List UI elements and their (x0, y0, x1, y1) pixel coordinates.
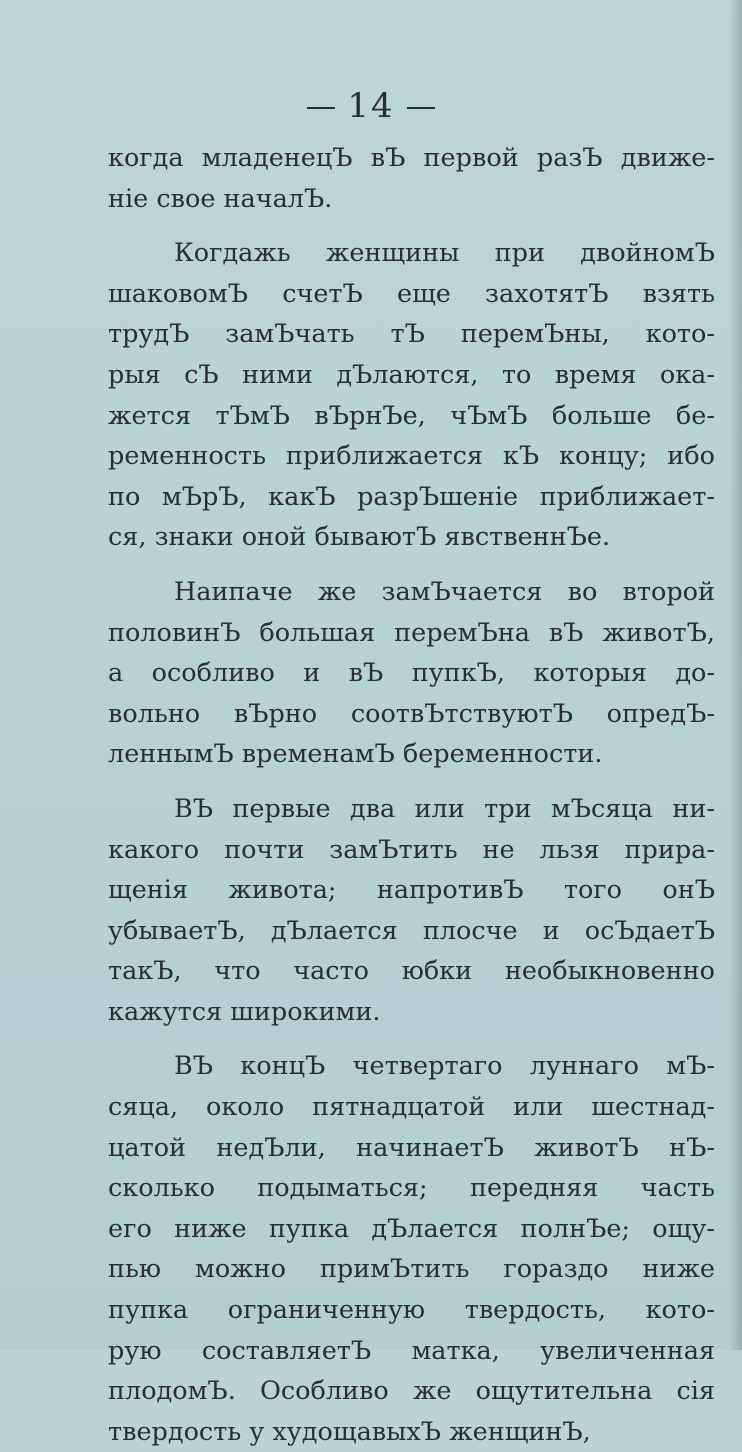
paragraph-gap (108, 775, 715, 789)
text-line: Когдажь женщины при двойномЪ (174, 238, 715, 269)
text-line: шаковомЪ счетЪ еще захотятЪ взять (108, 278, 715, 309)
text-line: вольно вЪрно соотвЪтствуютЪ опредЪ- (108, 698, 715, 729)
text-line: пупка ограниченную твердость, кото- (108, 1295, 715, 1326)
folio-dash-left (307, 107, 335, 109)
page-number (0, 86, 742, 126)
paragraph-gap (108, 558, 715, 572)
paragraph-gap (108, 1032, 715, 1046)
text-line: жется тЪмЪ вЪрнЪе, чЪмЪ больше бе- (108, 400, 715, 431)
text-line: рую составляетЪ матка, увеличенная (108, 1335, 715, 1366)
text-line: твердость у худощавыхЪ женщинЪ, (108, 1416, 591, 1447)
text-line: цатой недЪли, начинаетЪ животЪ нЪ- (108, 1132, 715, 1163)
folio-dash-right (407, 107, 435, 109)
text-line: половинЪ большая перемЪна вЪ животЪ, (108, 617, 715, 648)
text-line: по мЪрЪ, какЪ разрЪшенiе приближает- (108, 481, 715, 512)
text-line: ВЪ первые два или три мЪсяца ни- (174, 793, 715, 824)
text-line: ременность приближается кЪ концу; ибо (108, 441, 715, 472)
paragraph (108, 572, 715, 775)
body-text (108, 138, 715, 1452)
paragraph (108, 789, 715, 1033)
text-line: ВЪ концЪ четвертаго луннаго мЪ- (174, 1051, 715, 1082)
text-line: кажутся широкими. (108, 996, 381, 1027)
text-line: пью можно примЪтить гораздо ниже (108, 1254, 715, 1285)
text-line: какого почти замЪтить не льзя прира- (108, 834, 715, 865)
paragraph (108, 1046, 715, 1452)
paragraph-gap (108, 219, 715, 233)
text-line: когда младенецЪ вЪ первой разЪ движе- (108, 143, 715, 173)
text-line: плодомЪ. Особливо же ощутительна сiя (108, 1376, 715, 1407)
paragraph (108, 138, 715, 219)
text-line: нiе свое началЪ. (108, 183, 333, 214)
text-line: трудЪ замЪчать тЪ перемЪны, кото- (108, 319, 715, 350)
text-line: его ниже пупка дЪлается полнЪе; ощу- (108, 1213, 715, 1244)
text-line: а особливо и вЪ пупкЪ, которыя до- (108, 658, 715, 689)
text-line: такЪ, что часто юбки необыкновенно (108, 956, 715, 987)
text-line: сколько подыматься; передняя часть (108, 1173, 715, 1204)
text-line: Наипаче же замЪчается во второй (174, 576, 715, 607)
text-line: щенiя живота; напротивЪ того онЪ (108, 875, 715, 906)
page-edge-shadow (728, 0, 742, 1350)
page-number-text: 14 (347, 86, 395, 126)
text-line: сяца, около пятнадцатой или шестнад- (108, 1092, 715, 1123)
text-line: убываетЪ, дЪлается плосче и осЪдаетЪ (108, 915, 715, 946)
text-line: ся, знаки оной бываютЪ явственнЪе. (108, 522, 611, 553)
text-line: рыя сЪ ними дЪлаются, то время ока- (108, 359, 715, 390)
paragraph (108, 233, 715, 558)
text-line: леннымЪ временамЪ беременности. (108, 739, 603, 770)
